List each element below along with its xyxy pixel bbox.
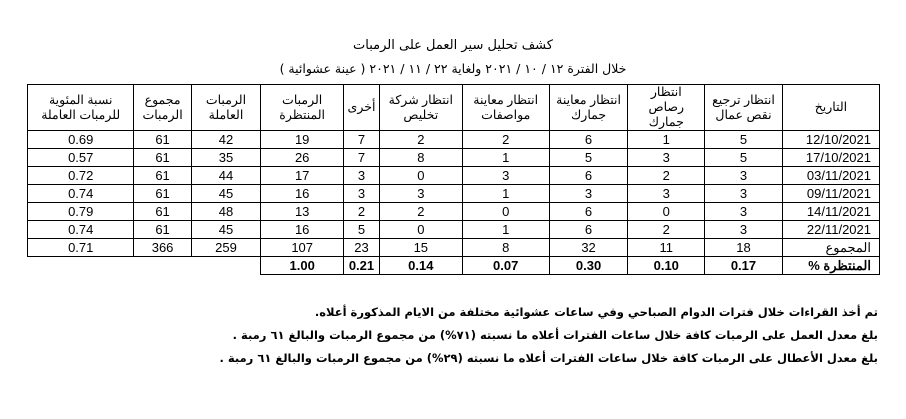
total-cell: 8 [462, 239, 549, 257]
header-customs-seal: انتظار رصاص جمارك [628, 85, 705, 131]
percent-label: المنتظرة % [782, 257, 879, 275]
cell-date: 17/10/2021 [782, 149, 879, 167]
total-cell: 259 [191, 239, 261, 257]
percent-cell: 0.21 [344, 257, 380, 275]
table-cell: 0.74 [28, 221, 134, 239]
table-cell: 45 [191, 185, 261, 203]
table-cell: 1 [462, 185, 549, 203]
header-clearance-company: انتظار شركة تخليص [379, 85, 462, 131]
table-cell: 3 [344, 167, 380, 185]
table-row [28, 167, 880, 185]
table-cell: 7 [344, 149, 380, 167]
table-cell: 2 [379, 131, 462, 149]
header-workers-shortage: انتظار ترجيع نقص عمال [705, 85, 783, 131]
table-cell: 61 [134, 221, 191, 239]
table-header-row [28, 85, 880, 131]
table-cell: 6 [549, 131, 628, 149]
header-date: التاريخ [782, 85, 879, 131]
table-cell: 8 [379, 149, 462, 167]
table-row [28, 203, 880, 221]
report-title: كشف تحليل سير العمل على الرمبات [353, 38, 553, 53]
table-cell: 0.57 [28, 149, 134, 167]
notes-section [18, 301, 878, 370]
table-cell: 1 [462, 149, 549, 167]
table-cell: 5 [705, 131, 783, 149]
table-cell: 0.79 [28, 203, 134, 221]
table-cell: 45 [191, 221, 261, 239]
table-cell: 5 [549, 149, 628, 167]
cell-date: 14/11/2021 [782, 203, 879, 221]
percent-cell: 0.17 [705, 257, 783, 275]
cell-date: 09/11/2021 [782, 185, 879, 203]
table-cell: 17 [261, 167, 344, 185]
percent-cell: 1.00 [261, 257, 344, 275]
header-total-ramps: مجموع الرمبات [134, 85, 191, 131]
table-row [28, 221, 880, 239]
table-cell: 61 [134, 185, 191, 203]
table-row [28, 149, 880, 167]
total-row [28, 239, 880, 257]
table-cell: 0.69 [28, 131, 134, 149]
table-cell: 7 [344, 131, 380, 149]
table-cell: 61 [134, 203, 191, 221]
table-cell: 3 [628, 185, 705, 203]
header-other: أخرى [344, 85, 380, 131]
note-line: بلغ معدل الأعطال على الرمبات كافة خلال ساعات الفترات أعلاه ما نسبته (٢٩%) من مجموع الرمبات والبالغ ٦١ رمبة . [219, 351, 878, 365]
table-cell: 61 [134, 167, 191, 185]
table-cell: 26 [261, 149, 344, 167]
table-cell: 3 [462, 167, 549, 185]
empty-cell [28, 257, 134, 275]
table-cell: 0 [462, 203, 549, 221]
header-working-percent: نسبة المئوية للرمبات العاملة [28, 85, 134, 131]
table-cell: 16 [261, 185, 344, 203]
cell-date: 03/11/2021 [782, 167, 879, 185]
total-cell: 107 [261, 239, 344, 257]
percent-cell: 0.07 [462, 257, 549, 275]
note-line: بلغ معدل العمل على الرمبات كافة خلال ساعات الفترات أعلاه ما نسبته (٧١%) من مجموع الرمبات والبالغ ٦١ رمبة . [232, 328, 878, 342]
header-waiting-ramps: الرمبات المنتظرة [261, 85, 344, 131]
table-cell: 2 [628, 167, 705, 185]
cell-date: 22/11/2021 [782, 221, 879, 239]
table-cell: 3 [628, 149, 705, 167]
table-cell: 2 [379, 203, 462, 221]
table-cell: 3 [705, 203, 783, 221]
table-cell: 6 [549, 203, 628, 221]
table-cell: 35 [191, 149, 261, 167]
table-cell: 0 [379, 167, 462, 185]
table-cell: 42 [191, 131, 261, 149]
table-cell: 61 [134, 149, 191, 167]
percent-cell: 0.30 [549, 257, 628, 275]
table-cell: 3 [705, 185, 783, 203]
table-cell: 1 [628, 131, 705, 149]
table-cell: 5 [705, 149, 783, 167]
total-cell: 15 [379, 239, 462, 257]
table-cell: 0 [379, 221, 462, 239]
cell-date: 12/10/2021 [782, 131, 879, 149]
table-row [28, 185, 880, 203]
table-cell: 44 [191, 167, 261, 185]
table-cell: 0.72 [28, 167, 134, 185]
table-cell: 3 [549, 185, 628, 203]
total-cell: 11 [628, 239, 705, 257]
table-cell: 3 [379, 185, 462, 203]
note-line: تم أخذ القراءات خلال فترات الدوام الصباحي وفي ساعات عشوائية مختلفة من الايام المذكورة أعلاه. [314, 305, 878, 319]
table-cell: 16 [261, 221, 344, 239]
total-cell: 366 [134, 239, 191, 257]
table-cell: 3 [705, 167, 783, 185]
report-subtitle: خلال الفترة ١٢ / ١٠ / ٢٠٢١ ولغاية ٢٢ / ١١ / ٢٠٢١ ( عينة عشوائية ) [279, 61, 627, 76]
total-cell: 18 [705, 239, 783, 257]
table-cell: 48 [191, 203, 261, 221]
table-cell: 61 [134, 131, 191, 149]
ramps-workflow-table [27, 84, 880, 275]
table-row [28, 131, 880, 149]
empty-cell [134, 257, 191, 275]
total-label: المجموع [782, 239, 879, 257]
table-cell: 3 [705, 221, 783, 239]
table-cell: 13 [261, 203, 344, 221]
percent-cell: 0.14 [379, 257, 462, 275]
header-working-ramps: الرمبات العاملة [191, 85, 261, 131]
empty-cell [191, 257, 261, 275]
table-cell: 2 [462, 131, 549, 149]
table-cell: 0.74 [28, 185, 134, 203]
table-cell: 19 [261, 131, 344, 149]
table-cell: 6 [549, 221, 628, 239]
total-cell: 23 [344, 239, 380, 257]
table-cell: 6 [549, 167, 628, 185]
table-cell: 0 [628, 203, 705, 221]
table-cell: 5 [344, 221, 380, 239]
header-specs-inspection: انتظار معاينة مواصفات [462, 85, 549, 131]
header-customs-inspection: انتظار معاينة جمارك [549, 85, 628, 131]
table-cell: 2 [344, 203, 380, 221]
percent-cell: 0.10 [628, 257, 705, 275]
waiting-percent-row [28, 257, 880, 275]
total-cell: 0.71 [28, 239, 134, 257]
total-cell: 32 [549, 239, 628, 257]
table-cell: 2 [628, 221, 705, 239]
table-cell: 3 [344, 185, 380, 203]
table-cell: 1 [462, 221, 549, 239]
